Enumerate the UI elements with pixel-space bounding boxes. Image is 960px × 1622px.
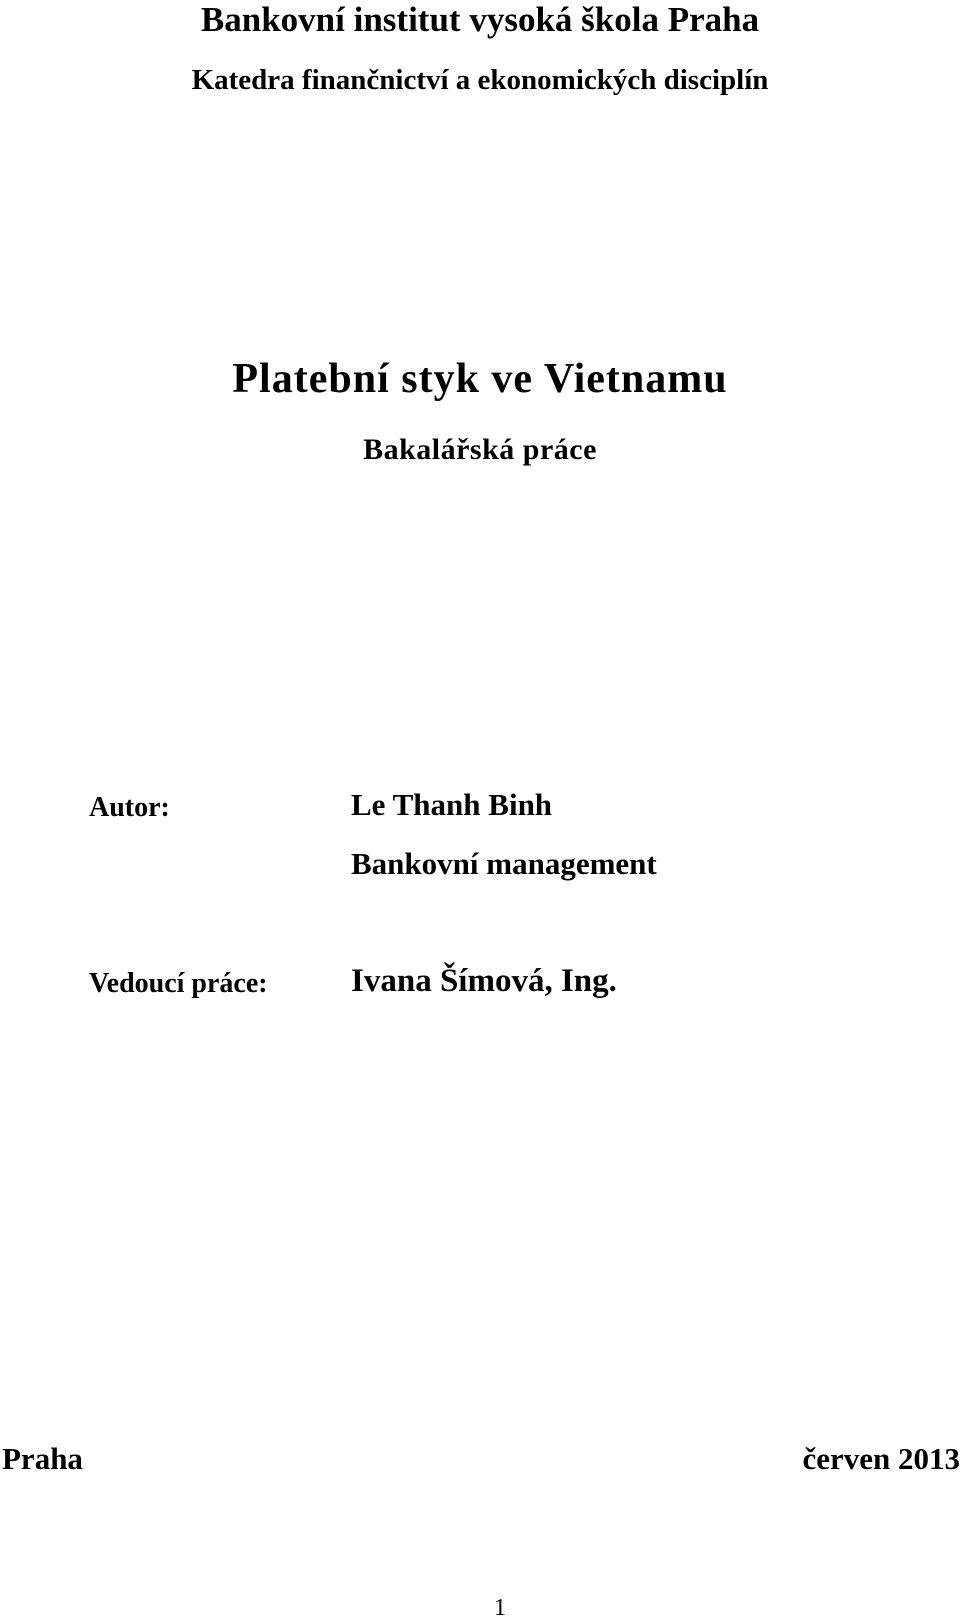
field-of-study: Bankovní management [351, 846, 657, 881]
supervisor-label: Vedoucí práce: [89, 968, 268, 999]
page-number: 1 [494, 1595, 506, 1621]
supervisor-name: Ivana Šímová, Ing. [351, 963, 617, 999]
date: červen 2013 [802, 1441, 960, 1476]
thesis-type: Bakalářská práce [363, 433, 597, 466]
institution-name: Bankovní institut vysoká škola Praha [200, 0, 760, 39]
thesis-title: Platební styk ve Vietnamu [232, 356, 728, 402]
author-name: Le Thanh Binh [351, 787, 553, 822]
department-name: Katedra finančnictví a ekonomických disciplín [191, 64, 769, 96]
author-label: Autor: [89, 792, 170, 823]
place: Praha [2, 1441, 83, 1476]
